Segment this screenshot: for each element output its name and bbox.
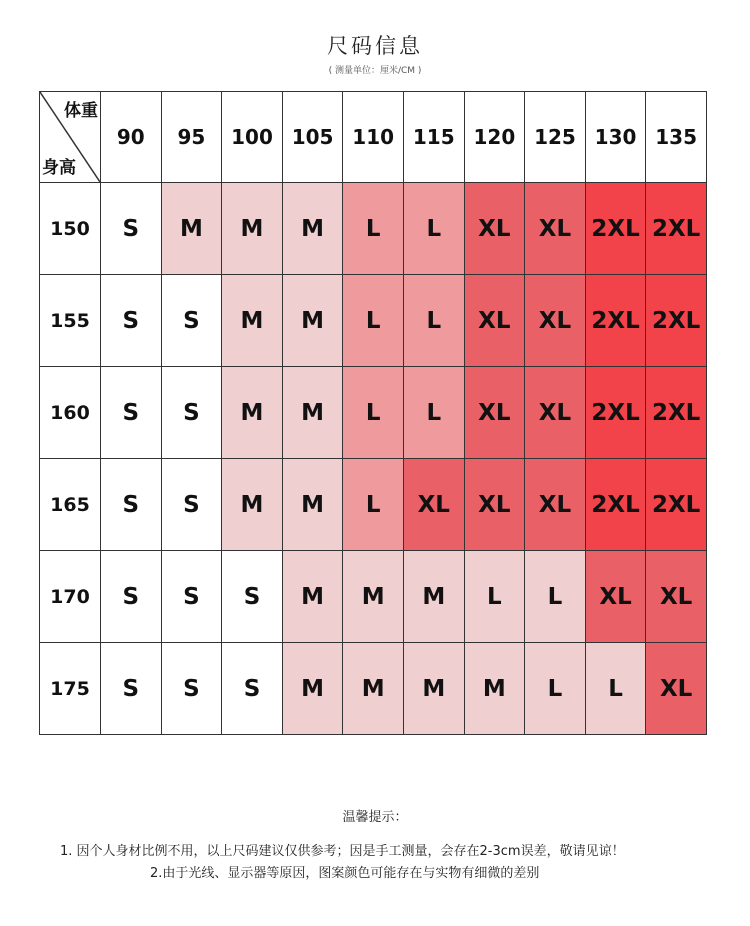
table-row [40,275,707,367]
tip-line-2: 2.由于光线、显示器等原因，图案颜色可能存在与实物有细微的差别 [150,866,540,881]
tip-line-1: 1. 因个人身材比例不用，以上尺码建议仅供参考；因是手工测量，会存在2-3cm误差，敬请见谅！ [60,844,625,859]
size-cell: L [343,183,404,275]
size-cell: L [403,183,464,275]
size-cell: S [101,367,162,459]
size-cell: XL [646,551,707,643]
size-cell: 2XL [646,367,707,459]
table-row [40,551,707,643]
size-cell: L [585,643,646,735]
size-cell: L [403,367,464,459]
corner-cell [40,92,101,183]
weight-header-125: 125 [525,92,586,183]
height-header-160: 160 [40,367,101,459]
size-cell: XL [525,275,586,367]
size-cell: 2XL [585,275,646,367]
size-cell: M [403,551,464,643]
weight-header-120: 120 [464,92,525,183]
size-cell: 2XL [585,367,646,459]
size-cell: XL [646,643,707,735]
size-cell: 2XL [585,459,646,551]
height-header-150: 150 [40,183,101,275]
height-axis-label: 身高 [42,158,76,178]
size-cell: XL [464,275,525,367]
size-cell: S [101,643,162,735]
table-row [40,643,707,735]
table-row [40,367,707,459]
size-cell: 2XL [646,183,707,275]
size-cell: L [403,275,464,367]
size-cell: S [161,275,222,367]
size-cell: M [343,551,404,643]
size-cell: L [343,275,404,367]
size-cell: M [282,459,343,551]
size-cell: M [161,183,222,275]
size-cell: XL [464,367,525,459]
size-cell: L [343,459,404,551]
page-title: 尺码信息 [327,34,423,58]
size-cell: S [161,459,222,551]
size-cell: XL [525,183,586,275]
size-cell: 2XL [646,459,707,551]
size-cell: XL [525,459,586,551]
measurement-unit-note: ( 测量单位：厘米/CM ) [328,66,422,76]
size-cell: 2XL [585,183,646,275]
weight-header-110: 110 [343,92,404,183]
size-cell: S [222,551,283,643]
size-cell: L [464,551,525,643]
size-cell: L [525,643,586,735]
size-cell: XL [403,459,464,551]
size-cell: M [282,183,343,275]
size-cell: L [343,367,404,459]
weight-header-130: 130 [585,92,646,183]
size-cell: M [222,275,283,367]
height-header-170: 170 [40,551,101,643]
size-cell: S [101,183,162,275]
height-header-155: 155 [40,275,101,367]
tips-title: 温馨提示： [342,810,408,825]
size-cell: XL [464,183,525,275]
size-cell: M [282,367,343,459]
size-cell: M [282,643,343,735]
height-header-175: 175 [40,643,101,735]
weight-header-100: 100 [222,92,283,183]
size-cell: S [101,459,162,551]
size-cell: S [161,643,222,735]
weight-header-115: 115 [403,92,464,183]
size-cell: M [282,275,343,367]
size-chart-table [39,91,707,735]
size-cell: S [222,643,283,735]
size-cell: XL [525,367,586,459]
weight-axis-label: 体重 [64,101,98,121]
weight-header-95: 95 [161,92,222,183]
size-cell: M [222,367,283,459]
size-cell: S [101,551,162,643]
table-row [40,459,707,551]
size-cell: S [101,275,162,367]
size-cell: M [222,183,283,275]
size-cell: 2XL [646,275,707,367]
size-cell: M [464,643,525,735]
size-cell: S [161,367,222,459]
size-cell: XL [464,459,525,551]
size-cell: M [403,643,464,735]
size-cell: M [282,551,343,643]
height-header-165: 165 [40,459,101,551]
size-cell: XL [585,551,646,643]
weight-header-90: 90 [101,92,162,183]
weight-header-135: 135 [646,92,707,183]
size-cell: M [343,643,404,735]
size-cell: M [222,459,283,551]
header-row [40,92,707,183]
table-row [40,183,707,275]
weight-header-105: 105 [282,92,343,183]
size-cell: L [525,551,586,643]
size-cell: S [161,551,222,643]
